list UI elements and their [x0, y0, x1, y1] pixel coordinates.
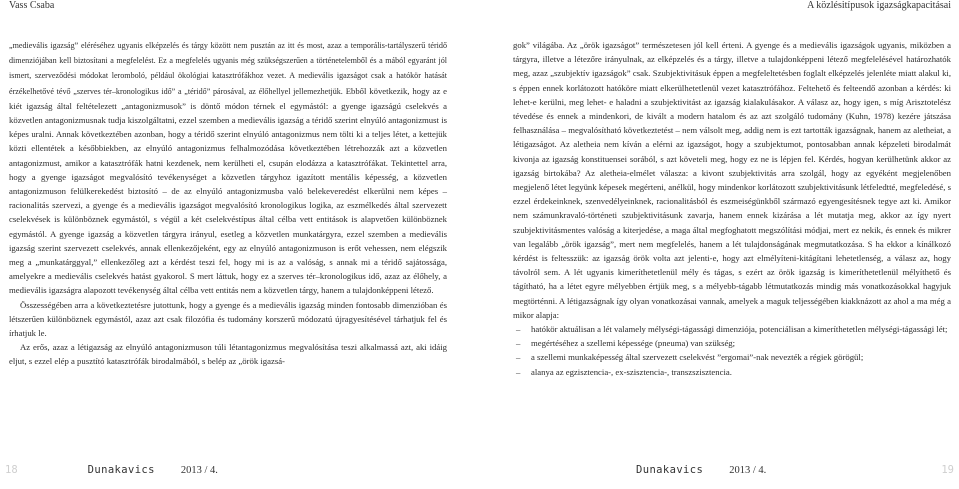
- dash-bullet-icon: –: [516, 324, 521, 335]
- left-column: [9, 38, 447, 369]
- paragraph: Összességében arra a következtetésre jutottunk, hogy a gyenge és a medievális igazság minden fontosabb dimenzióban és létszerűen különböznek egymástól, azaz azt csak filozófia és tudomány korszerű módozatú újragyesítésével tárhatjuk fel és írhatjuk le.: [9, 299, 447, 339]
- footer-left: [5, 464, 218, 477]
- dash-bullet-icon: –: [516, 366, 521, 377]
- right-column: [513, 38, 951, 379]
- paragraph: [9, 38, 447, 298]
- list-item: – megértéséhez a szellemi képessége (pneuma) van szükség;: [513, 336, 951, 350]
- list-item: – hatókör aktuálisan a lét valamely mélységi-tágassági dimenziója, potenciálisan a kimeríthetetlen mélységi-tágassági lét;: [513, 322, 951, 336]
- paragraph: gok” világába. Az „örök igazságot” természetesen jól kell érteni. A gyenge és a medievális igazságok ugyanis, miközben a tárgyra, illetve a létezőre irányulnak, az elképzelés és a tárgy, illetve a tulajdonképpeni létező megfelelésével határozhatók meg, azaz „szubjektív igazságok” csak. Szubjektivitásuk éppen a megfeleltetésben foglalt elképzelés jelenléte miatt alakul ki, s éppen ennek korlátozott hatóköre miatt elkerülhetetlenül vezet katasztrófához. Feltehető és felteendő azonban a kérdés: ki lehet-e kerülni, meg lehet- e haladni a szubjektivitást az igazság kialakulásakor. A válasz az, hogy igen, s míg Arisztotelész tévedése és ennek a mindenkori, de kivált a modern hatalom és az azt szolgáló tudomány (Kuhn, 1978) kezére játszása felhasználása – megvalósítható következtetést – nem válsolt meg, addig nem is ezt tartották igazságnak, hanem az aletheiat, a létigazságot. Az aletheia nem kíván a elérni az igazságot, hogy a szubjektumot, pontosabban annak képzeleti birodalmát kivonja az igazság konstituensei sorából, s azt követeli meg, hogy ez ne is lépjen fel. Kérdés, hogyan kerülhetünk akkor az igazság birtokába? Az aletheia-elmélet válasza: a kivont szubjektivitás arra szolgál, hogy az egyéként megjelenőben megjelenő létet legyünk képesek megérteni, anélkül, hogy mindenkor korlátozott szubjektivitásunk létfeledtté, megfeledésé, s ezzel érdekeinknek, szenvedélyeinknek, racionalitásból és eszmeiségünkből származó egyengesítésnek tegye azt ki. Amikor nem számunkravaló-történeti szubjektivitásunk zavarja, hanem ennek kizárása a lét mutatja meg, akkor az így nyert szubjektivitásmentes valóság a kiterjedése, a maga által megfoghatott megszólítási módjai, mert ez nekik, és ennek és mikrer van legalább „örök igazság”, mert nem megfelelés, hanem a lét tulajdonságának megmutatkozása. S ha ekkor a kínálkozó kérdést is feltesszük: az igazság örök volta azt jelenti-e, hogy azt elmélyíteni-kitágítani lehetetlenség, a válasz az, hogy távolról sem. A lét ugyanis kimeríthetetlenül mély és tágas, s ezért az örök igazság is kimeríthetetlenül mélyíthető és tágítható, ha a létet egyre mélyebben értjük meg, s a mélyebb-tágabb létmutatkozás mindig más vonatkozásokkal hagyjuk megtörténni. A létigazságnak így olyan vonatkozásai vannak, amelyek a maguk teljességében kiakknázott az ahol a ma még a mikor alapja:: [513, 40, 951, 320]
- list-item: – alanya az egzisztencia-, ex-szisztencia-, transzszisztencia.: [513, 365, 951, 379]
- paragraph: Az erős, azaz a létigazság az elnyúló antagonizmuson túli létantagonizmus megvalósítása teszi alkalmassá azt, aki idáig eljut, s ezzel elép a pusztító katasztrófák birodalmából, s belép az „örök igazsá-: [9, 342, 447, 367]
- list-item: – a szellemi munkaképesség által szervezett cselekvést ”ergomai”-nak nevezték a régiek görögül;: [513, 350, 951, 364]
- journal-name: Dunakavics: [87, 464, 155, 476]
- running-header-author: Vass Csaba: [9, 0, 55, 11]
- issue-number: 2013 / 4.: [729, 465, 767, 476]
- footer-right: [636, 464, 956, 477]
- page-number: 18: [5, 464, 18, 476]
- page-number: 19: [941, 464, 954, 476]
- dash-bullet-icon: –: [516, 338, 521, 349]
- paragraph-body: Ebből következik, hogy az e kiét igazság által feltételezett „antagonizmusok” is döntő módon térnek el egymástól: a gyenge igazságú cselekvés a közvetlen antagonizmusnak tudja kiszolgáltatni, ezzel szemben a medievális igazság a téridő szerint elnyúló antagonizmust is képes uralni. Annak következtében azonban, hogy a téridő szerint elnyúló antagonizmus nem tölti ki a teljes létet, a kettejük közti ellentétek a későbbiekben, az elnyúló antagonizmus felhalmozódása következtében létrehozzák azt a közvetlen antagonizmust, amikor a katasztrófák hatni kezdenek, nem kerülheti el, csupán elodázza a katasztrófákat. Tekintettel arra, hogy a gyenge igazságot megvalósító tevékenységet a közvetlen tárgyhoz igazított mentális képesség, a közvetlen antagonizmuson felülkerekedést biztosító – de az elnyúló antagonizmusba való belekeveredést elkerülni nem képes – racionalitás szervezi, a gyenge és a medievális igazságot megvalósító kronologikus logika, az eszmélkedés által szervezett cselekvések is különböznek egymástól, s végül a két cselekvéstípus által célba vett entitások is alapvetően különböznek egymástól. A gyenge igazság a közvetlen tárgyra irányul, esetleg a közvetlen munkatárgyra, ezzel szemben a medievális igazság szerint szervezett cselekvés, annak ellenkezőjeként, egy az elnyúló antagonizmuson is erőt vehessen, nem elégszik meg a „munkatárggyal,” ellenkezőleg azt a kérdést teszi fel, hogy mi is az a valóság, s annak mi a téridő sajátossága, amelyekre a medievális cselekvés hatást gyakorol. S mert láttuk, hogy ez a szerves tér–kronologikus idő, azaz az élőhely, a medievális igazságra alapozott tevékenység által célba vett entitás nem a közvetlen tárgy, hanem a tulajdonképpeni létező.: [9, 85, 448, 296]
- dash-list: [513, 322, 951, 379]
- issue-number: 2013 / 4.: [180, 465, 218, 476]
- journal-name: Dunakavics: [636, 464, 704, 476]
- running-header-title: A közlésitípusok igazságkapacitásai: [807, 0, 951, 11]
- paragraph-lead: „medievális igazság” eléréséhez ugyanis elképzelés és tárgy között nem pusztán az itt és most, azaz a temporális-tartályszerű téridő dimenziójában kell biztosítani a megfelelést. Ez a megfelelés ugyanis még szükségszerűen a történetelemből és a mából egyaránt jól ismert, szerveződési módokat leromboló, például ökológiai katasztrófákhoz vezet. A medievális igazságot csak a hatókör hatását érzékelhetővé tévő „szerves tér–kronologikus idő” a „téridő” párosával, az élőhellyel jellemezhetjük.: [9, 41, 447, 96]
- dash-bullet-icon: –: [516, 352, 521, 363]
